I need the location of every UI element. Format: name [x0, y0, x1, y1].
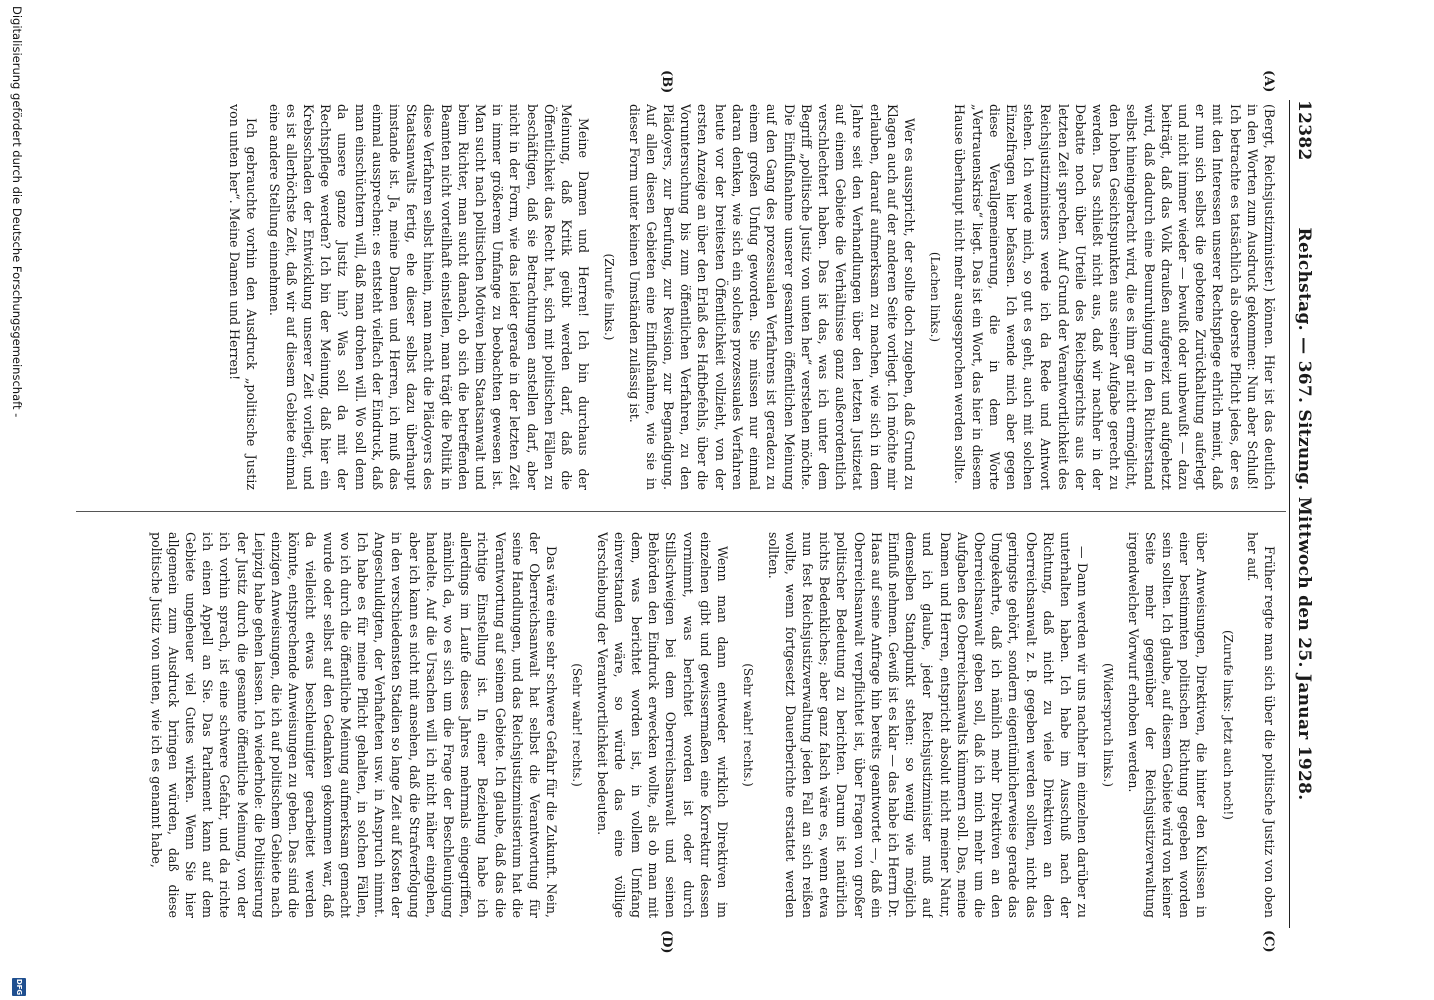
paragraph: Wer es ausspricht, der sollte doch zugeben, daß Grund zu Klagen auch auf der anderen Seite vorliegt. Ich möchte mir erlauben, darauf aufmerksam zu machen, wie sich in dem Jahre seit den Verhandlungen über den letzten Justizetat auf einem Gebiete die Verhältnisse ganz außerordentlich verschlechtert haben. Das ist das, was ich unter dem Begriff „politische Justiz von unten her“ verstehen möchte. Die Einflußnahme unserer gesamten öffentlichen Meinung auf den Gang des prozessualen Verfahrens ist geradezu zu einem großen Unfug geworden. Sie müssen nur einmal daran denken, wie sich ein solches prozessuales Verfahren heute vor der breitesten Öffentlichkeit vollzieht, von der ersten Anzeige an über den Erlaß des Haftbefehls, über die Voruntersuchung bis zum öffentlichen Verfahren, zu den Plädoyers, zur Berufung, zur Revision, zur Begnadigung. Auf allen diesen Gebieten eine Einflußnahme, wie sie in dieser Form unter keinen Umständen zulässig ist. [626, 104, 917, 490]
paragraph: über Anweisungen, Direktiven, die hinter den Kulissen in einer bestimmten politischen Richtung gegeben worden sein sollten. Ich glaube, auf diesem Gebiete wird von keiner Seite mehr gegenüber der Reichsjustizverwaltung irgendwelcher Vorwurf erhoben werden. [1125, 532, 1210, 918]
dfg-logo-icon: DFG [12, 978, 26, 996]
left-column [78, 104, 1278, 490]
paragraph: Ich gebrauchte vorhin den Ausdruck „politische Justiz von unten her“. Meine Damen und Herren! [227, 104, 260, 490]
right-column [78, 532, 1278, 918]
margin-marker-b: (B) [659, 70, 674, 94]
margin-marker-d: (D) [659, 930, 674, 954]
paragraph: (Bergt, Reichsjustizminister.) können. Hier ist das deutlich in den Worten zum Ausdruck gekommen: Nun aber Schluß! Ich betrachte es tatsächlich als oberste Pflicht jedes, der es mit den Interessen unserer Rechtspflege ehrlich meint, daß er nun sich selbst die gebotene Zurückhaltung auferlegt und nicht immer wieder — bewußt oder unbewußt — dazu beiträgt, daß das Volk draußen aufgereizt und aufgehetzt wird, daß dadurch eine Beunruhigung in den Richterstand selbst hineingebracht wird, die es ihm gar nicht ermöglicht, den hohen Gesichtspunkten aus seiner Aufgabe gerecht zu werden. Das schließt nicht aus, daß wir nachher in der Debatte noch über Urteile des Reichsgerichts aus der letzten Zeit sprechen. Auf Grund der Verantwortlichkeit des Reichsjustizministers werde ich da Rede und Antwort stehen. Ich werde mich, so gut es geht, auch mit solchen Einzelfragen hier befassen. Ich wende mich aber gegen diese Verallgemeinerung, die in dem Worte „Vertrauenskrise“ liegt. Das ist ein Wort, das hier in diesem Hause überhaupt nicht mehr ausgesprochen werden sollte. [952, 104, 1277, 490]
interjection: (Lachen links.) [928, 251, 943, 343]
interjection: (Zurufe links.) [602, 253, 617, 341]
page-header [1289, 100, 1316, 928]
page-number: 12382 [1294, 100, 1314, 161]
margin-marker-a: (A) [1261, 70, 1276, 93]
footer [6, 0, 26, 1000]
page-title: Reichstag. — 367. Sitzung. Mittwoch den 25. Januar 1928. [1294, 227, 1314, 801]
paragraph: Früher regte man sich über die politische Justiz von oben her auf. [1244, 532, 1277, 918]
paragraph: Wenn man dann entweder wirklich Direktiven im einzelnen gibt und gewissermaßen eine Korrektur dessen vornimmt, was berichtet worden ist oder durch Stillschweigen bei dem Oberreichsanwalt und seinen Behörden den Eindruck erwecken wollte, als ob man mit dem, was berichtet worden ist, in vollem Umfang einverstanden wäre, so würde das eine völlige Verschiebung der Verantwortlichkeit bedeuten. [594, 532, 731, 918]
interjection: (Zurufe links: Jetzt auch noch!) [1220, 629, 1235, 820]
paragraph: — Dann werden wir uns nachher im einzelnen darüber zu unterhalten haben. Ich habe im Ausschuß nach der Richtung, daß nicht zu viele Direktiven an den Oberreichsanwalt z. B. gegeben werden sollten, nicht das geringste gehört, sondern eigentümlicherweise gerade das Umgekehrte, daß ich nämlich mehr Direktiven an den Oberreichsanwalt geben soll, daß ich mich mehr um die Aufgaben des Oberreichsanwalts kümmern soll. Das, meine Damen und Herren, entspricht absolut nicht meiner Natur, und ich glaube, jeder Reichsjustizminister muß auf demselben Standpunkt stehen: so wenig wie möglich Einfluß nehmen. Gewiß ist es klar — das habe ich Herrn Dr. Haas auf seine Anfrage hin bereits geantwortet —, daß ein Oberreichsanwalt verpflichtet ist, über Fragen von großer politischer Bedeutung zu berichten. Darum ist natürlich nichts Bedenkliches; aber ganz falsch wäre es, wenn etwa nun fest Reichsjustizverwaltung jeden Fall an sich reißen wollte, wenn fortgesetzt Dauerberichte erstattet werden sollten. [765, 532, 1091, 918]
column-divider [76, 511, 1286, 512]
paragraph: Meine Damen und Herren! Ich bin durchaus der Meinung, daß Kritik geübt werden darf, daß die Öffentlichkeit das Recht hat, sich mit politischen Fällen zu beschäftigen, daß sie Betrachtungen anstellen darf, aber nicht in der Form, wie das leider gerade in der letzten Zeit in immer größerem Umfange zu beobachten gewesen ist. Man sucht nach politischen Motiven beim Staatsanwalt und beim Richter, man sucht danach, ob sich die betreffenden Beamten nicht vorteilhaft einstellen, man trägt die Politik in diese Verfahren selbst hinein, man macht die Plädoyers des Staatsanwalts fertig, ehe dieser selbst dazu überhaupt imstande ist. Ja, meine Damen und Herren, ich muß das einmal aussprechen: es entsteht vielfach der Eindruck, daß man einschüchtern will, daß man drohen will. Wo soll denn da unsere ganze Justiz hin? Was soll da mit der Rechtspflege werden? Ich bin der Meinung, daß hier ein Krebsschaden der Entwicklung unserer Zeit vorliegt, und es ist allerhöchste Zeit, daß wir auf diesem Gebiete einmal eine andere Stellung einnehmen. [266, 104, 592, 490]
funding-note: Digitalisierung gefördert durch die Deutsche Forschungsgemeinschaft - [10, 6, 24, 418]
interjection: (Sehr wahr! rechts.) [570, 663, 585, 787]
interjection: (Sehr wahr! rechts.) [741, 663, 756, 787]
paragraph: Das wäre eine sehr schwere Gefahr für die Zukunft. Nein, der Oberreichsanwalt hat selbst die Verantwortung für seine Handlungen, und das Reichsjustizministerium hat die Verantwortung auf seinem Gebiete. Ich glaube, daß das die richtige Einstellung ist. In einer Beziehung habe ich allerdings im Laufe dieses Jahres mehrmals eingegriffen, nämlich da, wo es sich um die Frage der Beschleunigung handelte. Auf die Ursachen will ich nicht näher eingehen, aber ich kann es nicht mit ansehen, daß die Strafverfolgung in den verschiedensten Stadien so lange Zeit auf Kosten der Angeschuldigten, der Verhafteten usw. in Anspruch nimmt. Ich habe es für meine Pflicht gehalten, in solchen Fällen, wo ich durch die öffentliche Meinung aufmerksam gemacht wurde oder selbst auf den Gedanken gekommen war, daß da vielleicht etwas beschleunigter gearbeitet werden könnte, entsprechende Anweisungen zu geben. Das sind die einzigen Anweisungen, die ich auf politischem Gebiete nach Leipzig habe gehen lassen. Ich wiederhole: die Politisierung der Justiz durch die gesamte öffentliche Meinung, von der ich vorhin sprach, ist eine schwere Gefahr, und da richte ich einen Appell an Sie. Das Parlament kann auf dem Gebiete ungeheuer viel Gutes wirken. Wenn Sie hier allgemein zum Ausdruck bringen würden, daß diese politische Justiz von unten, wie ich es genannt habe, [148, 532, 560, 918]
margin-marker-c: (C) [1261, 930, 1276, 953]
interjection: (Widerspruch links.) [1101, 662, 1116, 788]
